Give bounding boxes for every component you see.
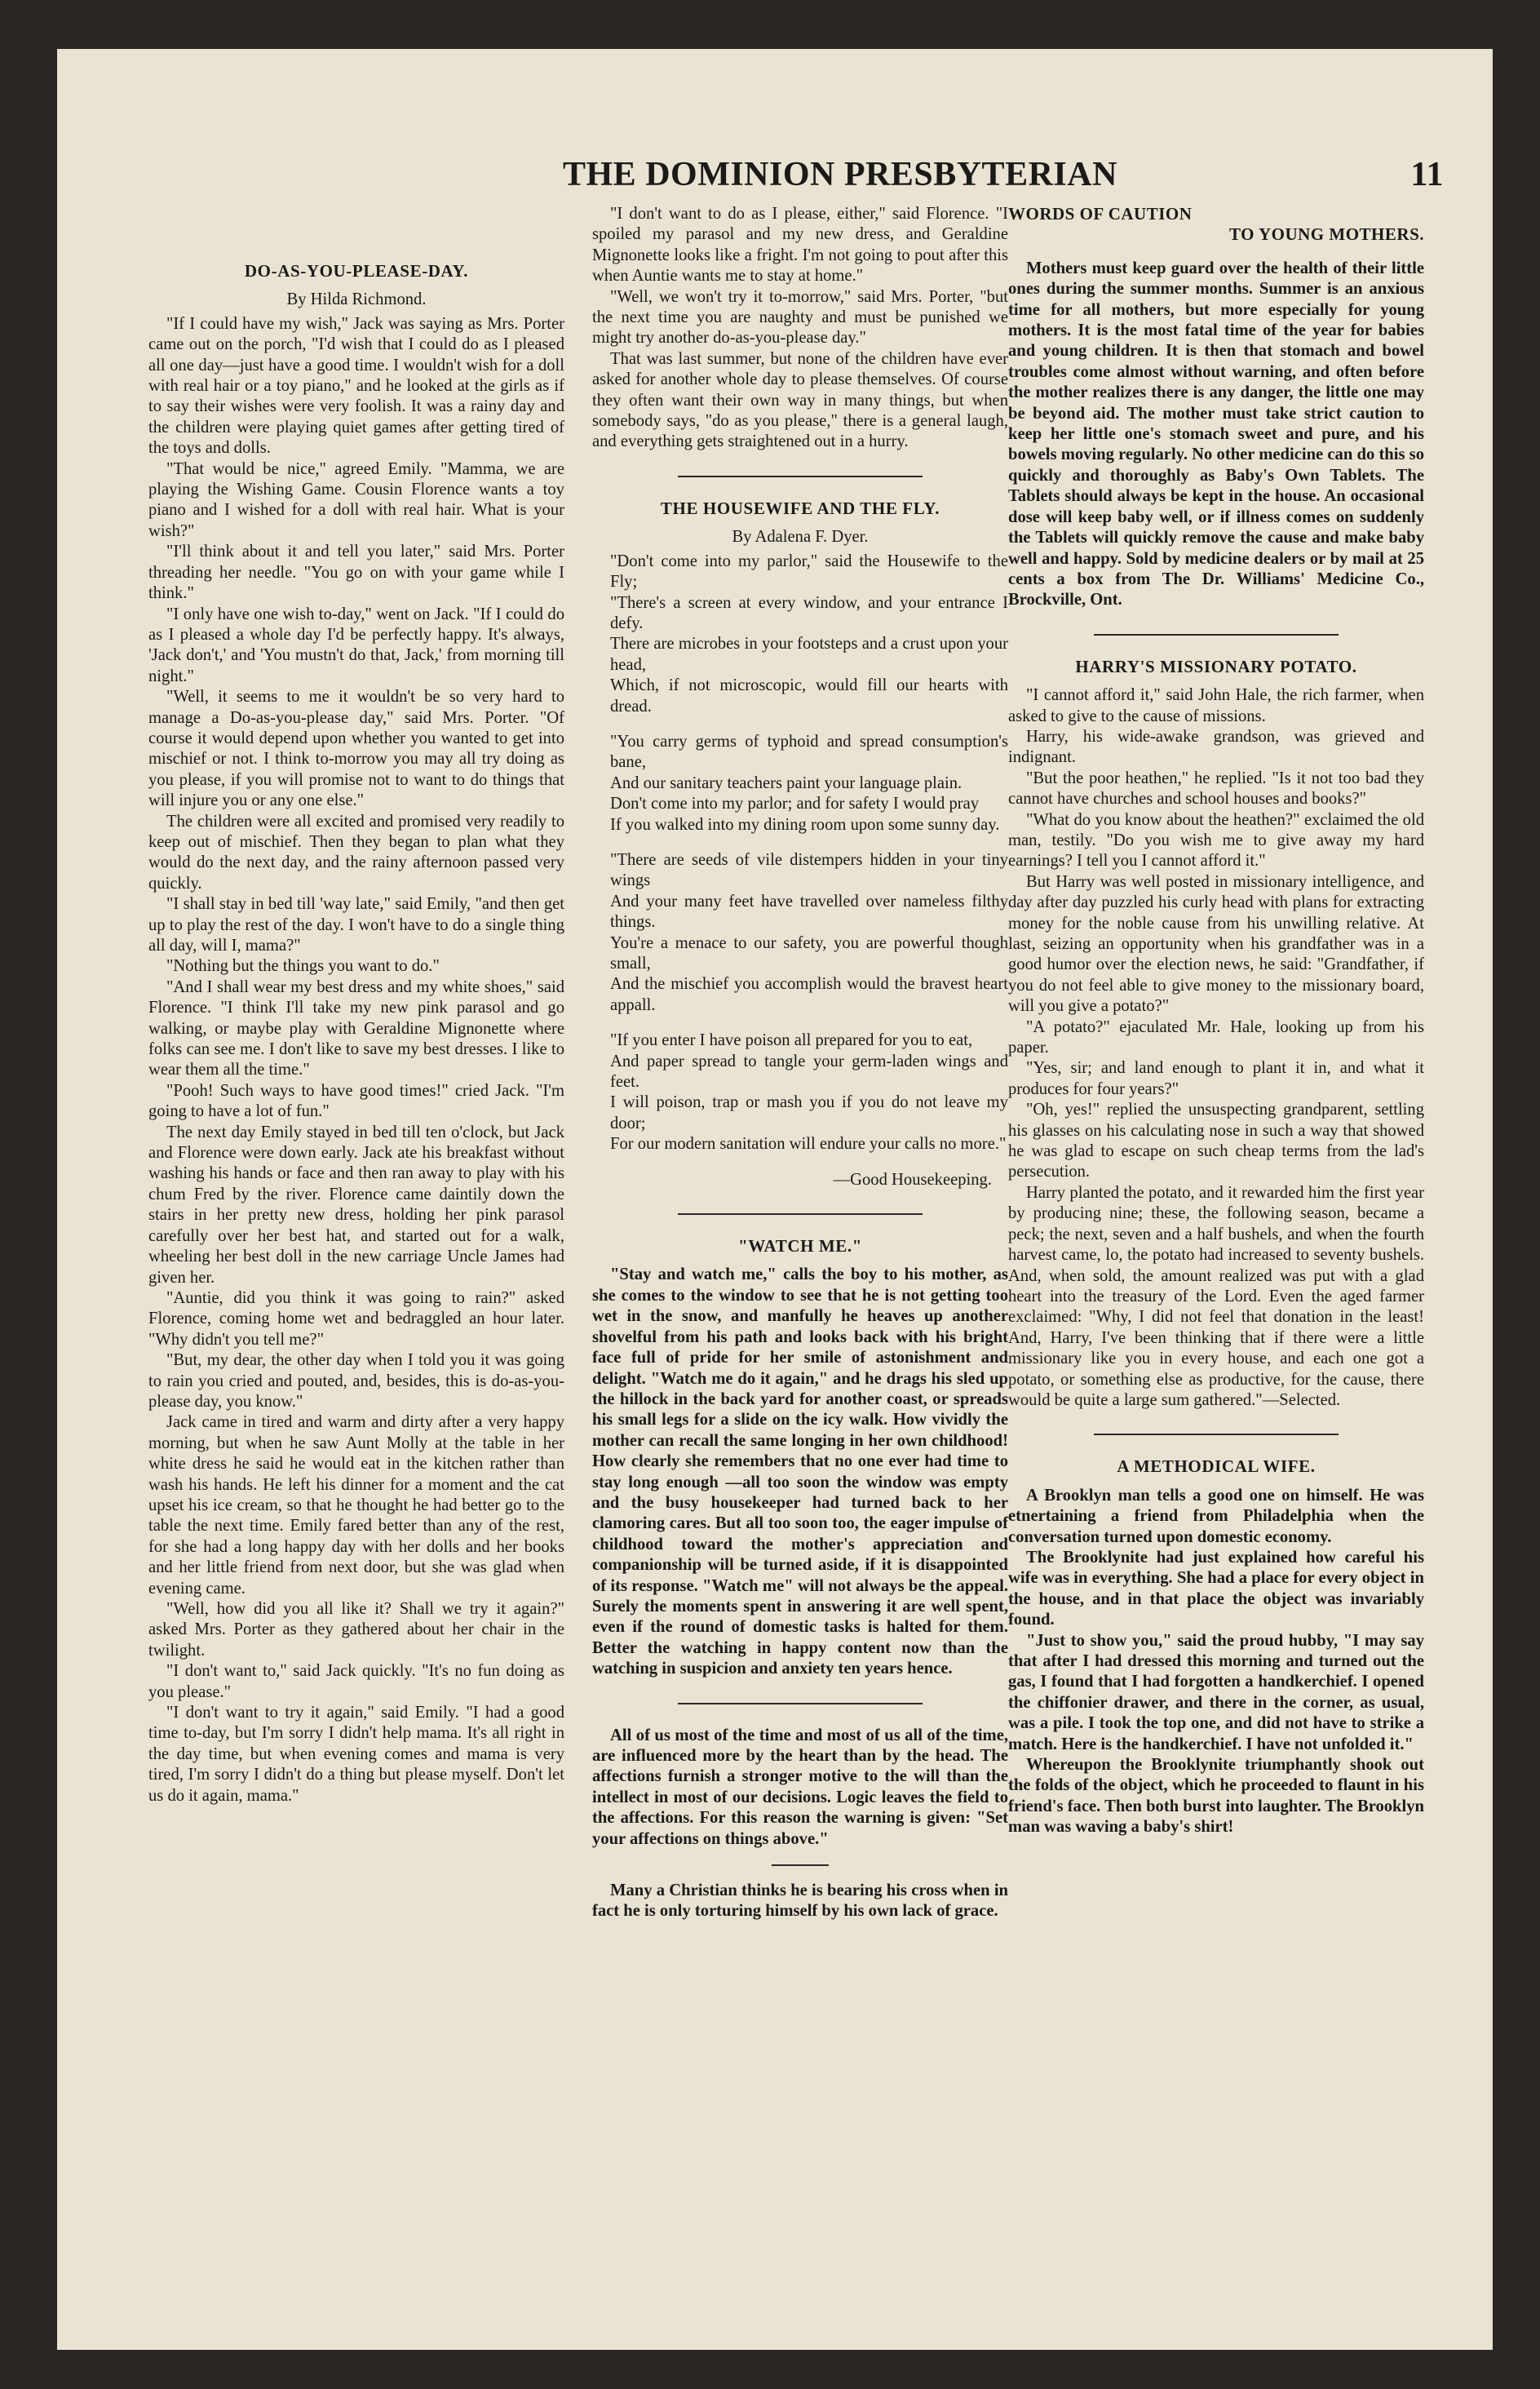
story-byline: By Hilda Richmond. [286,290,427,309]
poem-line: "You carry germs of typhoid and spread consumption's bane, [610,732,1008,772]
newspaper-title: THE DOMINION PRESBYTERIAN [563,156,1117,193]
section-divider [678,1213,923,1215]
paragraph: Jack came in tired and warm and dirty after a very happy morning, but when he saw Aunt Molly at the table in her white dress he said he would eat in the kitchen rather than wash his hands. He left his dinner for a moment and the cat upset his ice cream, so that he thought he had better go to the table the next time. Emily fared better than any of the rest, for she had a long happy day with her dolls and her books and her little friend from next door, but she was glad when evening came. [148,1413,564,1598]
short-divider [772,1864,829,1866]
paragraph: The next day Emily stayed in bed till ten o'clock, but Jack and Florence were down early. Jack ate his breakfast without washing his hands or face and then ran away to play with his chum Fred by the river. Florence came daintily down the stairs in her pretty new dress, holding her pink parasol carefully over her best hat, and started out for a walk, wheeling her best doll in the new carriage Uncle James had given her. [148,1123,564,1287]
paragraph: Whereupon the Brooklynite triumphantly shook out the folds of the object, which he proceeded to flaunt in his friend's face. Then both burst into laughter. The Brooklyn man was waving a baby's shirt! [1008,1756,1424,1837]
paragraph: "If I could have my wish," Jack was saying as Mrs. Porter came out on the porch, "I'd wish that I could do as I pleased all one day—just have a good time. I wouldn't wish for a doll with real hair or a toy piano," and he looked at the girls as if to say their wishes were very foolish. It was a rainy day and the children were playing quiet games after getting tired of the toys and dolls. [148,314,564,458]
column-1 [148,253,564,1806]
paragraph: "A potato?" ejaculated Mr. Hale, looking up from his paper. [1008,1017,1424,1057]
paragraph: "And I shall wear my best dress and my white shoes," said Florence. "I think I'll take my new pink parasol and go walking, or maybe play with Geraldine Mignonette where folks can see me. I don't like to save my best dresses. I like to wear them all the time." [148,977,564,1079]
paragraph: "Well, how did you all like it? Shall we try it again?" asked Mrs. Porter as they gathered about her chair in the twilight. [148,1600,564,1660]
paragraph: Mothers must keep guard over the health of their little ones during the summer months. Summer is an anxious time for all mothers, but more especially for young mothers. It is the most fatal time of the year for babies and young children. It is then that stomach and bowel troubles come almost without warning, and often before the mother realizes there is any danger, the little one may be beyond aid. The mother must take strict caution to keep her little one's stomach sweet and pure, and his bowels moving regularly. No other medicine can do this so quickly and thoroughly as Baby's Own Tablets. The Tablets should always be kept in the house. An occasional dose will keep baby well, or if illness comes on suddenly the Tablets will quickly remove the cause and make baby well and happy. Sold by medicine dealers or by mail at 25 cents a box from The Dr. Williams' Medicine Co., Brockville, Ont. [1008,259,1424,609]
poem-line: Don't come into my parlor; and for safety I would pray [610,795,980,813]
poem-line: "Don't come into my parlor," said the Housewife to the Fly; [610,552,1008,592]
column-3 [1008,204,1424,1838]
newspaper-page [57,49,1493,2350]
article-title: HARRY'S MISSIONARY POTATO. [1075,656,1357,676]
caution-title-line1: WORDS OF CAUTION [1008,204,1193,224]
paragraph: All of us most of the time and most of us all of the time, are influenced more by the heart than by the head. The affections furnish a stronger motive to the will than the intellect in most of our decisions. Logic leaves the field to the affections. For this reason the warning is given: "Set your affections on things above." [592,1726,1008,1848]
paragraph: "Oh, yes!" replied the unsuspecting grandparent, settling his glasses on his calculating nose in such a way that showed he was glad to escape on such cheap terms from the lad's persecution. [1008,1101,1424,1181]
paragraph: "I shall stay in bed till 'way late," said Emily, "and then get up to play the rest of the day. I won't have to do a single thing all day, will I, mama?" [148,895,564,955]
paragraph: "Well, it seems to me it wouldn't be so very hard to manage a Do-as-you-please day," said Mrs. Porter. "Of course it would depend upon whether you wanted to get into mischief or not. I think to-morrow you may all try doing as you please, if you will promise not to want to do things that will injure you or any one else." [148,688,564,810]
paragraph: "Pooh! Such ways to have good times!" cried Jack. "I'm going to have a lot of fun." [148,1081,564,1121]
caution-title-line2: TO YOUNG MOTHERS. [1229,224,1424,245]
paragraph: "I don't want to do as I please, either," said Florence. "I spoiled my parasol and my new dress, and Geraldine Mignonette looks like a fright. I'm not going to pout after this when Auntie wants me to stay at home." [592,205,1008,286]
poem-line: "There's a screen at every window, and your entrance I defy. [610,593,1008,632]
paragraph: A Brooklyn man tells a good one on himself. He was etnertaining a friend from Philadelphia when the conversation turned upon domestic economy. [1008,1486,1424,1546]
paragraph: "But, my dear, the other day when I told you it was going to rain you cried and pouted, and, besides, this is do-as-you-please day, you know." [148,1351,564,1411]
poem-stanza [592,552,1008,717]
paragraph: Many a Christian thinks he is bearing his cross when in fact he is only torturing himself by his own lack of grace. [592,1882,1008,1921]
poem-line: And our sanitary teachers paint your language plain. [610,773,962,792]
paragraph: "But the poor heathen," he replied. "Is it not too bad they cannot have churches and school houses and books?" [1008,769,1424,809]
advertisement-body [1008,259,1424,611]
poem-body [592,552,1008,1190]
column-2 [592,204,1008,1922]
poem-line: I will poison, trap or mash you if you do not leave my door; [610,1093,1008,1132]
paragraph: "I only have one wish to-day," went on Jack. "If I could do as I pleased a whole day I'd be perfectly happy. It's always, 'Jack don't,' and 'You mustn't do that, Jack,' from morning till night." [148,605,564,685]
poem-line: You're a menace to our safety, you are powerful though small, [610,933,1008,973]
poem-line: And paper spread to tangle your germ-laden wings and feet. [610,1052,1008,1092]
paragraph: "Stay and watch me," calls the boy to his mother, as she comes to the window to see that he is not getting too wet in the snow, and manfully he heaves up another shovelful from his path and looks back with his bright face full of pride for her smile of astonishment and delight. "Watch me do it again," and he drags his sled up the hillock in the back yard for another coast, or spreads his small legs for a slide on the icy walk. How vividly the mother can recall the same longing in her own childhood! How clearly she remembers that no one ever had time to stay long enough —all too soon the window was empty and the busy housekeeper had turned back to her clamoring cares. But all too soon too, the eager impulse of childhood toward the mother's appreciation and companionship will be turned aside, if it is disappointed of its response. "Watch me" will not always be the appeal. Surely the moments spent in answering it are well spent, even if the round of domestic tasks is halted for them. Better the watching in happy content now than the watching in suspicion and anxiety ten years hence. [592,1265,1008,1678]
article-body [1008,1486,1424,1838]
paragraph: "That would be nice," agreed Emily. "Mamma, we are playing the Wishing Game. Cousin Florence wants a toy piano and I wished for a doll with real hair. What is your wish?" [148,459,564,540]
poem-line: Which, if not microscopic, would fill our hearts with dread. [610,676,1008,716]
article-body [592,1881,1008,1922]
paragraph: "I don't want to try it again," said Emily. "I had a good time to-day, but I'm sorry I didn't help mama. It's all right in the day time, but when evening comes and mama is very tired, I'm sorry I didn't do a thing but please myself. Don't let us do it again, mama." [148,1704,564,1805]
section-divider [678,476,923,477]
page-number: 11 [1410,156,1444,193]
paragraph: "Yes, sir; and land enough to plant it in, and what it produces for four years?" [1008,1059,1424,1098]
story-title: DO-AS-YOU-PLEASE-DAY. [244,261,469,281]
paragraph: The Brooklynite had just explained how careful his wife was in everything. She had a place for every object in the house, and in that place the object was invariably found. [1008,1548,1424,1629]
poem-byline: By Adalena F. Dyer. [732,528,869,547]
article-body [592,1265,1008,1679]
section-divider [1094,1434,1339,1435]
poem-line: There are microbes in your footsteps and a crust upon your head, [610,635,1008,674]
paragraph: "I cannot afford it," said John Hale, the rich farmer, when asked to give to the cause of missions. [1008,686,1424,725]
poem-stanza [592,850,1008,1016]
poem-stanza [592,1031,1008,1155]
paragraph: "Just to show you," said the proud hubby, "I may say that after I had dressed this morning and turned out the gas, I found that I had forgotten a handkerchief. I opened the chiffonier drawer, and there in the corner, as usual, was a pile. I took the top one, and did not have to strike a match. Here is the handkerchief. I have not unfolded it." [1008,1631,1424,1753]
paragraph: "Well, we won't try it to-morrow," said Mrs. Porter, "but the next time you are naughty and must be punished we might try another do-as-you-please day." [592,287,1008,348]
poem-line: And your many feet have travelled over nameless filthy things. [610,892,1008,932]
page-header [563,155,1444,194]
paragraph: "Nothing but the things you want to do." [166,957,440,976]
paragraph: That was last summer, but none of the children have ever asked for another whole day to please themselves. Of course they often want their own way in many things, but when somebody says, "do as you please," there is a general laugh, and everything gets straightened out in a hurry. [592,349,1008,451]
poem-line: If you walked into my dining room upon some sunny day. [610,815,1000,834]
article-title: "WATCH ME." [737,1236,863,1257]
paragraph: The children were all excited and promised very readily to keep out of mischief. Then they began to plan what they would do the next day, and the rainy afternoon passed very quickly. [148,812,564,893]
paragraph: "I don't want to," said Jack quickly. "It's no fun doing as you please." [148,1662,564,1701]
article-body [592,1726,1008,1850]
section-divider [678,1703,923,1704]
poem-source: —Good Housekeeping. [833,1170,992,1189]
poem-title: THE HOUSEWIFE AND THE FLY. [660,498,940,518]
paragraph: "What do you know about the heathen?" exclaimed the old man, testily. "Do you wish me to give away my hard earnings? I tell you I cannot afford it." [1008,810,1424,871]
poem-line: "There are seeds of vile distempers hidden in your tiny wings [610,850,1008,890]
poem-line: "If you enter I have poison all prepared for you to eat, [610,1031,973,1050]
article-title: A METHODICAL WIFE. [1117,1456,1316,1477]
paragraph: Harry, his wide-awake grandson, was grieved and indignant. [1008,727,1424,767]
poem-stanza [592,732,1008,835]
poem-line: And the mischief you accomplish would the bravest heart appall. [610,975,1008,1014]
paragraph: Harry planted the potato, and it rewarded him the first year by producing nine; these, the following season, became a peck; the next, seven and a half bushels, and when the fourth harvest came, lo, the potato had increased to seventy bushels. And, when sold, the amount realized was put with a glad heart into the treasury of the Lord. Even the aged farmer exclaimed: "Why, I did not feel that donation in the least! And, Harry, I've been thinking that if there were a little missionary like you in every house, and each one got a potato, or something else as productive, for the cause, there would be quite a large sum gathered."—Selected. [1008,1183,1424,1409]
paragraph: But Harry was well posted in missionary intelligence, and day after day puzzled his curly head with plans for extracting money for the noble cause from his unwilling relative. At last, seizing an opportunity when his grandfather was in a good humor over the election news, he said: "Grandfather, if you do not feel able to give money to the missionary board, will you give a potato?" [1008,872,1424,1016]
poem-line: For our modern sanitation will endure your calls no more." [610,1135,1007,1154]
section-divider [1094,634,1339,636]
paragraph: "I'll think about it and tell you later," said Mrs. Porter threading her needle. "You go on with your game while I think." [148,543,564,603]
paragraph: "Auntie, did you think it was going to rain?" asked Florence, coming home wet and bedraggled an hour later. "Why didn't you tell me?" [148,1288,564,1349]
